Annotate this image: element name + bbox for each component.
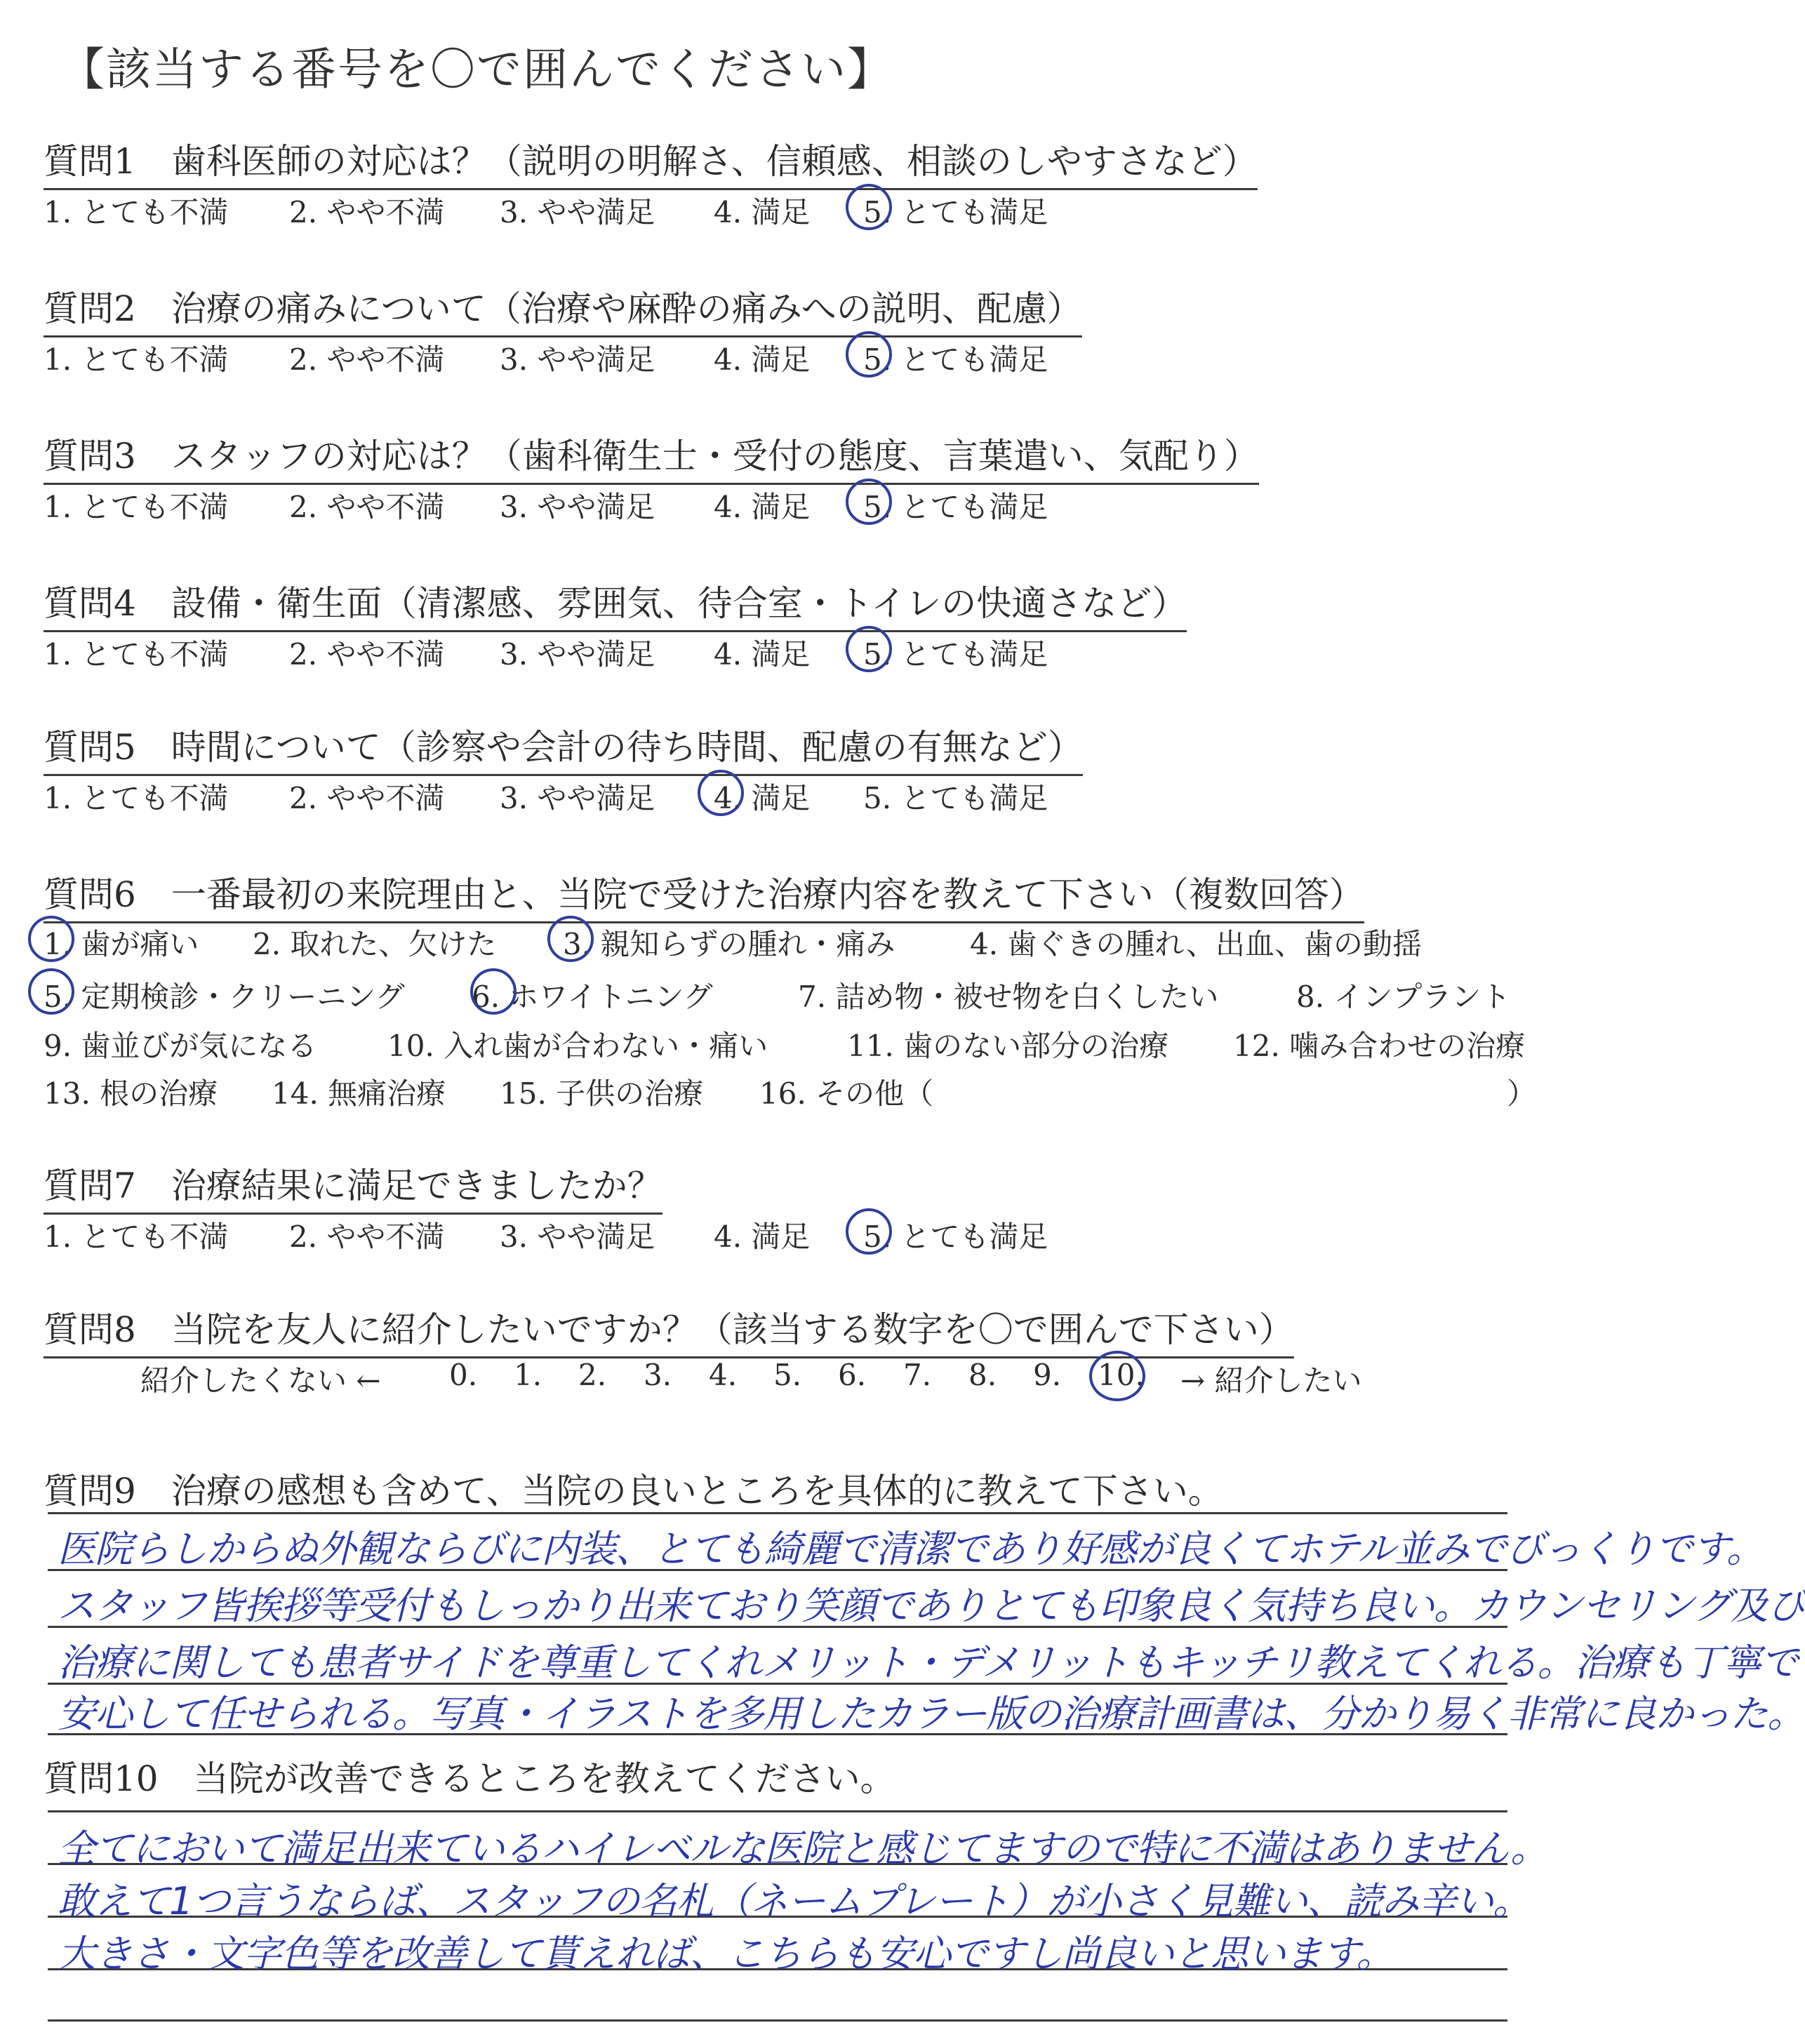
q7-option-4[interactable]: 4. 満足 bbox=[714, 1220, 811, 1254]
q1-option-1[interactable]: 1. とても不満 bbox=[44, 195, 229, 229]
question-4-title: 質問4 設備・衛生面（清潔感、雰囲気、待合室・トイレの快適さなど） bbox=[44, 575, 1187, 632]
q6-option-12[interactable]: 12. 噛み合わせの治療 bbox=[1233, 1029, 1526, 1063]
q3-option-5[interactable]: 5. とても満足 bbox=[863, 490, 1048, 524]
q6-option-8[interactable]: 8. インプラント bbox=[1296, 980, 1511, 1014]
q7-option-3[interactable]: 3. やや満足 bbox=[500, 1220, 655, 1254]
q10-rule-line-5 bbox=[48, 2019, 1507, 2022]
q1-option-3[interactable]: 3. やや満足 bbox=[500, 195, 655, 229]
q4-option-2[interactable]: 2. やや不満 bbox=[289, 637, 445, 672]
q5-option-2[interactable]: 2. やや不満 bbox=[289, 781, 445, 815]
q6-selection-circle-6 bbox=[470, 968, 517, 1015]
q6-option-7[interactable]: 7. 詰め物・被せ物を白くしたい bbox=[798, 980, 1219, 1014]
q6-option-6[interactable]: 6. ホワイトニング bbox=[472, 980, 713, 1014]
q5-option-4[interactable]: 4. 満足 bbox=[714, 781, 811, 815]
q9-answer-line-2: スタッフ皆挨拶等受付もしっかり出来ており笑顔でありとても印象良く気持ち良い。カウンセリング及び bbox=[58, 1584, 1805, 1628]
q6-option-11[interactable]: 11. 歯のない部分の治療 bbox=[847, 1029, 1169, 1063]
q3-option-4[interactable]: 4. 満足 bbox=[714, 490, 811, 524]
q6-selection-circle-5 bbox=[28, 968, 74, 1015]
q4-selection-circle bbox=[846, 626, 892, 672]
question-6-title: 質問6 一番最初の来院理由と、当院で受けた治療内容を教えて下さい（複数回答） bbox=[44, 867, 1364, 923]
q6-option-13[interactable]: 13. 根の治療 bbox=[44, 1076, 218, 1111]
q1-option-5[interactable]: 5. とても満足 bbox=[863, 195, 1048, 229]
q6-option-9[interactable]: 9. 歯並びが気になる bbox=[44, 1029, 317, 1063]
q9-answer-line-1: 医院らしからぬ外観ならびに内装、とても綺麗で清潔であり好感が良くてホテル並みでびっくりです。 bbox=[58, 1527, 1764, 1571]
q8-number-10[interactable]: 10. bbox=[1098, 1358, 1145, 1392]
q6-selection-circle-3 bbox=[547, 916, 594, 962]
q5-selection-circle bbox=[698, 770, 744, 816]
q5-option-5[interactable]: 5. とても満足 bbox=[863, 781, 1048, 815]
q6-option-16-close-paren: ） bbox=[1507, 1076, 1537, 1111]
q2-selection-circle bbox=[846, 331, 892, 378]
q2-option-5[interactable]: 5. とても満足 bbox=[863, 342, 1048, 377]
q1-option-4[interactable]: 4. 満足 bbox=[714, 195, 811, 229]
q2-option-1[interactable]: 1. とても不満 bbox=[44, 342, 229, 377]
question-10-title: 質問10 当院が改善できるところを教えてください。 bbox=[44, 1758, 895, 1799]
q8-right-label: → 紹介したい bbox=[1180, 1363, 1362, 1398]
q7-option-2[interactable]: 2. やや不満 bbox=[289, 1220, 445, 1254]
q6-selection-circle-1 bbox=[28, 916, 74, 962]
q9-rule-line-1 bbox=[48, 1512, 1507, 1514]
q3-option-3[interactable]: 3. やや満足 bbox=[500, 490, 655, 524]
q7-option-1[interactable]: 1. とても不満 bbox=[44, 1220, 229, 1254]
q6-option-14[interactable]: 14. 無痛治療 bbox=[272, 1076, 446, 1111]
q7-selection-circle bbox=[846, 1208, 892, 1255]
q4-option-1[interactable]: 1. とても不満 bbox=[44, 637, 229, 672]
q4-option-4[interactable]: 4. 満足 bbox=[714, 637, 811, 672]
q6-option-5[interactable]: 5. 定期検診・クリーニング bbox=[44, 980, 405, 1014]
q7-option-5[interactable]: 5. とても満足 bbox=[863, 1220, 1048, 1254]
question-3-title: 質問3 スタッフの対応は？（歯科衛生士・受付の態度、言葉遣い、気配り） bbox=[44, 428, 1259, 485]
question-1-title: 質問1 歯科医師の対応は？（説明の明解さ、信頼感、相談のしやすさなど） bbox=[44, 133, 1258, 190]
q10-answer-line-3: 大きさ・文字色等を改善して貰えれば、こちらも安心ですし尚良いと思います。 bbox=[58, 1932, 1394, 1976]
question-9-title: 質問9 治療の感想も含めて、当院の良いところを具体的に教えて下さい。 bbox=[44, 1471, 1223, 1511]
q3-option-1[interactable]: 1. とても不満 bbox=[44, 490, 229, 524]
q8-number-1[interactable]: 1. bbox=[514, 1358, 542, 1392]
q8-number-2[interactable]: 2. bbox=[578, 1358, 607, 1392]
q8-number-8[interactable]: 8. bbox=[968, 1358, 997, 1392]
q10-answer-line-1: 全てにおいて満足出来ているハイレベルな医院と感じてますので特に不満はありません。 bbox=[58, 1826, 1548, 1871]
q6-option-3[interactable]: 3. 親知らずの腫れ・痛み bbox=[563, 927, 895, 961]
q8-selection-circle bbox=[1089, 1351, 1145, 1401]
q3-option-2[interactable]: 2. やや不満 bbox=[289, 490, 445, 524]
q6-option-1[interactable]: 1. 歯が痛い bbox=[44, 927, 199, 961]
q2-option-3[interactable]: 3. やや満足 bbox=[500, 342, 655, 377]
question-2-title: 質問2 治療の痛みについて（治療や麻酔の痛みへの説明、配慮） bbox=[44, 281, 1082, 338]
q8-left-label: 紹介したくない ← bbox=[140, 1363, 381, 1398]
q6-option-10[interactable]: 10. 入れ歯が合わない・痛い bbox=[387, 1029, 768, 1063]
q3-selection-circle bbox=[846, 479, 892, 525]
question-5-title: 質問5 時間について（診察や会計の待ち時間、配慮の有無など） bbox=[44, 719, 1083, 776]
q4-option-3[interactable]: 3. やや満足 bbox=[500, 637, 655, 672]
q8-number-0[interactable]: 0. bbox=[449, 1358, 478, 1392]
q6-option-2[interactable]: 2. 取れた、欠けた bbox=[253, 927, 497, 961]
q1-option-2[interactable]: 2. やや不満 bbox=[289, 195, 445, 229]
q8-number-4[interactable]: 4. bbox=[709, 1358, 738, 1392]
q4-option-5[interactable]: 5. とても満足 bbox=[863, 637, 1048, 672]
q5-option-1[interactable]: 1. とても不満 bbox=[44, 781, 229, 815]
q1-selection-circle bbox=[846, 184, 892, 230]
q10-rule-line-1 bbox=[48, 1810, 1507, 1812]
q8-number-9[interactable]: 9. bbox=[1033, 1358, 1062, 1392]
q2-option-4[interactable]: 4. 満足 bbox=[714, 342, 811, 377]
q9-answer-line-3: 治療に関しても患者サイドを尊重してくれメリット・デメリットもキッチリ教えてくれる。治療も丁寧で bbox=[58, 1641, 1798, 1685]
q6-option-15[interactable]: 15. 子供の治療 bbox=[500, 1076, 704, 1111]
q8-number-7[interactable]: 7. bbox=[903, 1358, 932, 1392]
q6-option-4[interactable]: 4. 歯ぐきの腫れ、出血、歯の動揺 bbox=[970, 927, 1422, 961]
q2-option-2[interactable]: 2. やや不満 bbox=[289, 342, 445, 377]
question-8-title: 質問8 当院を友人に紹介したいですか？（該当する数字を〇で囲んで下さい） bbox=[44, 1302, 1294, 1358]
q5-option-3[interactable]: 3. やや満足 bbox=[500, 781, 655, 815]
question-7-title: 質問7 治療結果に満足できましたか？ bbox=[44, 1158, 662, 1215]
page-heading: 【該当する番号を〇で囲んでください】 bbox=[60, 44, 893, 96]
q10-answer-line-2: 敢えて1つ言うならば、スタッフの名札（ネームプレート）が小さく見難い、読み辛い。 bbox=[58, 1879, 1531, 1923]
q9-answer-line-4: 安心して任せられる。写真・イラストを多用したカラー版の治療計画書は、分かり易く非常に良かった。 bbox=[58, 1692, 1805, 1736]
q8-number-6[interactable]: 6. bbox=[838, 1358, 867, 1392]
q6-option-16[interactable]: 16. その他（ bbox=[759, 1076, 934, 1111]
q8-number-5[interactable]: 5. bbox=[773, 1358, 802, 1392]
q8-number-3[interactable]: 3. bbox=[644, 1358, 672, 1392]
